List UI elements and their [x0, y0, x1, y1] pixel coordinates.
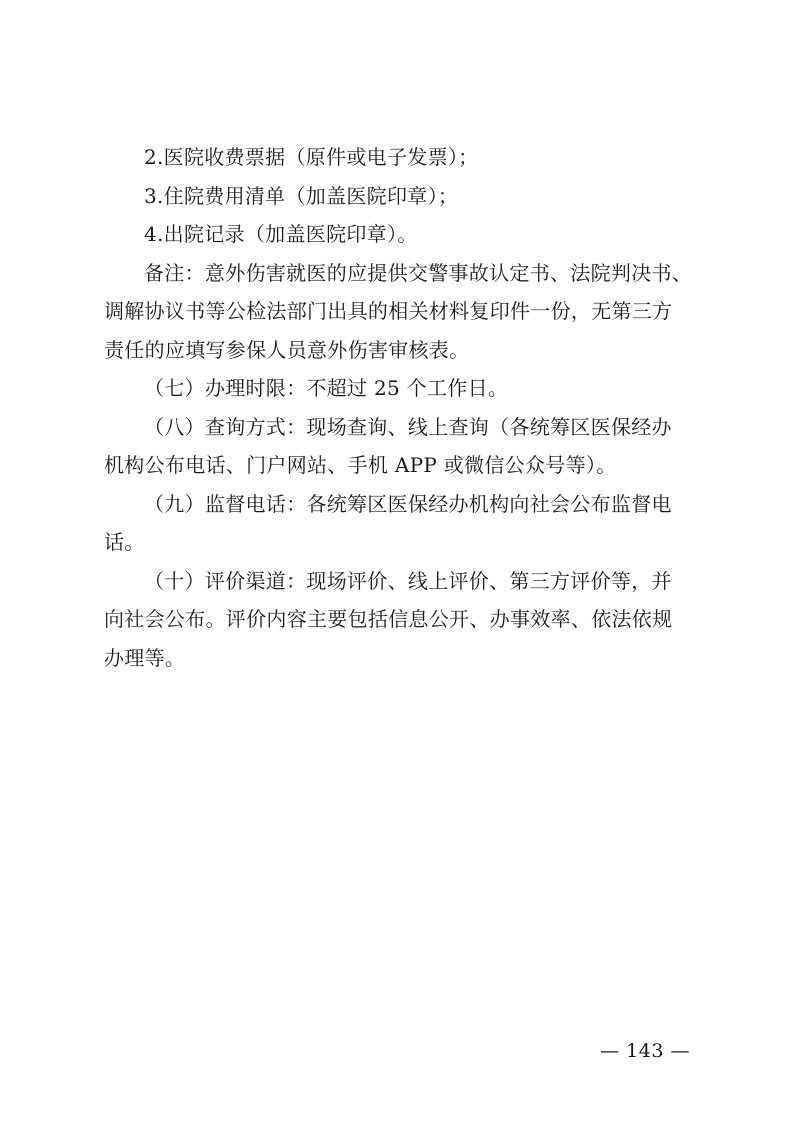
text-line-remark-1: 备注：意外伤害就医的应提供交警事故认定书、法院判决书、 — [144, 260, 693, 285]
text-line-supervision-phone-1: （九）监督电话：各统筹区医保经办机构向社会公布监督电 — [144, 491, 672, 516]
text-line-hospital-receipt: 2.医院收费票据（原件或电子发票）； — [144, 145, 479, 169]
text-line-inquiry-method-1: （八）查询方式：现场查询、线上查询（各统筹区医保经办 — [144, 414, 672, 439]
text-line-remark-3: 责任的应填写参保人员意外伤害审核表。 — [104, 337, 470, 362]
page-number: — 143 — — [600, 1040, 690, 1062]
text-line-supervision-phone-2: 话。 — [104, 530, 145, 554]
text-line-inquiry-method-2: 机构公布电话、门户网站、手机 APP 或微信公众号等）。 — [104, 453, 617, 477]
text-line-discharge-record: 4.出院记录（加盖医院印章）。 — [144, 222, 418, 246]
text-line-evaluation-2: 向社会公布。评价内容主要包括信息公开、办事效率、依法依规 — [104, 607, 673, 631]
text-line-evaluation-1: （十）评价渠道：现场评价、线上评价、第三方评价等，并 — [144, 568, 672, 593]
text-line-processing-time: （七）办理时限：不超过 25 个工作日。 — [144, 376, 509, 400]
text-line-expense-list: 3.住院费用清单（加盖医院印章）； — [144, 183, 459, 208]
document-body — [104, 138, 694, 677]
text-line-remark-2: 调解协议书等公检法部门出具的相关材料复印件一份，无第三方 — [104, 299, 673, 323]
text-line-evaluation-3: 办理等。 — [104, 645, 186, 670]
